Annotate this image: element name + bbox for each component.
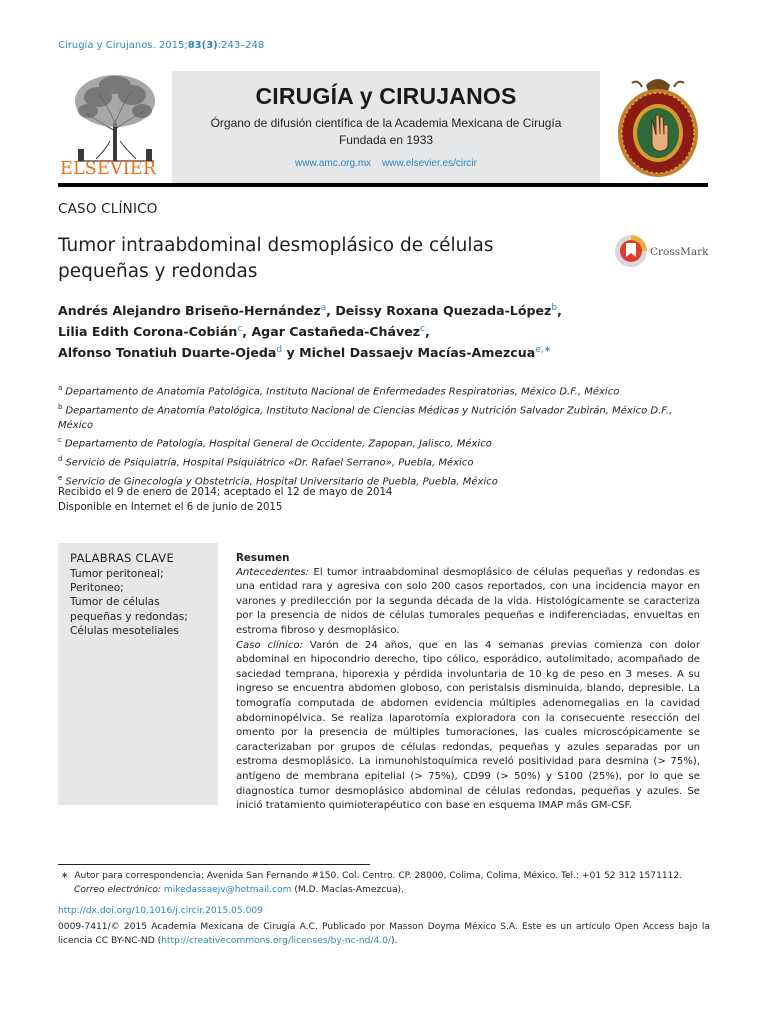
keyword-item: Tumor de células <box>70 596 160 609</box>
article-title: Tumor intraabdominal desmoplásico de células pequeñas y redondas <box>58 235 494 282</box>
affiliation-item: $^a$ Departamento de Anatomía Patológica, Instituto Nacional de Enfermedades Respiratorias, México D.F., México <box>58 384 620 398</box>
received-date: Recibido el 9 de enero de 2014; aceptado el 12 de mayo de 2014 <box>58 487 393 498</box>
doi-link[interactable]: http://dx.doi.org/10.1016/j.circir.2015.05.009 <box>58 906 263 916</box>
journal-subtitle: Órgano de difusión científica de la Academia Mexicana de Cirugía <box>210 116 562 130</box>
license-link[interactable]: http://creativecommons.org/licenses/by-nc-nd/4.0/ <box>161 936 392 947</box>
author-affil-mark[interactable]: c <box>420 324 426 335</box>
academy-seal-icon <box>608 71 708 183</box>
abstract <box>236 551 700 814</box>
footnote-rule <box>58 864 370 865</box>
keyword-item: pequeñas y redondas; <box>70 610 188 623</box>
author-name: Michel Dassaejv Macías-Amezcua <box>299 345 536 361</box>
affiliation-item: $^e$ Servicio de Ginecología y Obstetricia, Hospital Universitario de Puebla, Puebla, México <box>58 473 498 488</box>
journal-citation: Cirugía y Cirujanos. 2015;83(3):243–248 <box>58 40 265 51</box>
elsevier-wordmark: ELSEVIER <box>60 159 157 179</box>
academy-seal <box>608 71 708 183</box>
elsevier-tree-icon <box>58 71 172 163</box>
crossmark-label: CrossMark <box>650 246 709 258</box>
author-affil-mark[interactable]: b <box>551 303 558 313</box>
abstract-background: Antecedentes: El tumor intraabdominal desmoplásico de células pequeñas y redondas es una entidad rara y agresiva con solo 200 casos reportados, con una incidencia mayor en varones y predilección por la segunda década de la vida. Histológicamente se caracteriza por la presencia de nidos de células tumorales pequeñas e indiferenciadas, envueltas en estroma fibroso y desmoplásico. <box>236 566 700 636</box>
keyword-item: Tumor peritoneal; <box>70 568 164 580</box>
author-name: Deissy Roxana Quezada-López <box>335 303 552 319</box>
journal-url-amc[interactable]: www.amc.org.mx <box>295 158 372 169</box>
abstract-case: Caso clínico: Varón de 24 años, que en las 4 semanas previas comienza con dolor abdominal en hipocondrio derecho, tipo cólico, esporádico, autolimitado, acompañado de saciedad temprana, hiporexia y pérdida involuntaria de 10 kg de peso en 3 meses. A su ingreso se encuentra abdomen globoso, con peristalsis disminuida, blando, depresible. La tomografía computada de abdomen evidencia múltiples adenomegalias en la cavidad abdominopélvica. Se realiza laparotomía exploradora con la consecuente resección del omento por la presencia de múltiples tumoraciones, las cuales microscópicamente se caracterizaban por grupos de células redondas, pequeñas y azules separadas por un estroma desmoplásico. La inmunohistoquímica reveló positividad para desmina (> 75%), antígeno de membrana epitelial (> 75%), CD99 (> 50%) y S100 (25%), por lo que se diagnostica tumor desmoplásico abdominal de células redondas, pequeñas y azules. Se inició tratamiento quimioterapéutico con base en esquema IMAP más GM-CSF. <box>236 639 700 812</box>
correspondence-footnote: ∗ Autor para correspondencia: Avenida San Fernando #150. Col. Centro. CP. 28000, Colima, Colima, México. Tel.: +01 52 312 1571112. Correo electrónico: mikedassaejv@hotmail.com (M.D. Macías-Amezcua). <box>60 871 683 896</box>
affiliation-item: $^d$ Servicio de Psiquiatría, Hospital Psiquiátrico «Dr. Rafael Serrano», Puebla, México <box>58 454 474 469</box>
journal-banner <box>58 71 708 183</box>
affiliation-list <box>58 381 698 490</box>
journal-url-elsevier[interactable]: www.elsevier.es/circir <box>381 158 477 169</box>
journal-founded: Fundada en 1933 <box>338 133 434 147</box>
email-link[interactable]: mikedassaejv@hotmail.com <box>163 885 292 896</box>
author-name: Lilia Edith Corona-Cobián <box>58 324 238 340</box>
author-affil-mark[interactable]: c <box>237 324 243 335</box>
author-name: Andrés Alejandro Briseño-Hernández <box>58 303 321 319</box>
copyright-notice: 0009-7411/© 2015 Academia Mexicana de Cirugía A.C. Publicado por Masson Doyma México S.A. Este es un artículo Open Access bajo la licencia CC BY-NC-ND (http://creativecommons.org/licenses/by-nc-nd/4.0/). <box>58 922 710 947</box>
affiliation-item: $^b$ Departamento de Anatomía Patológica, Instituto Nacional de Ciencias Médicas y Nutrición Salvador Zubirán, México D.F., México <box>58 402 673 431</box>
keyword-item: Células mesoteliales <box>70 624 179 637</box>
author-affil-mark[interactable]: d <box>276 345 283 356</box>
header-rule <box>58 183 708 187</box>
journal-urls <box>172 158 600 169</box>
keyword-item: Peritoneo; <box>70 582 124 595</box>
abstract-heading: Resumen <box>236 552 290 564</box>
keywords-heading: PALABRAS CLAVE <box>70 551 175 565</box>
elsevier-logo <box>58 71 172 183</box>
crossmark-icon <box>614 234 648 268</box>
author-affil-mark[interactable]: a <box>320 303 327 313</box>
journal-title: CIRUGÍA y CIRUJANOS <box>255 83 517 109</box>
author-name: Alfonso Tonatiuh Duarte-Ojeda <box>58 345 277 361</box>
author-affil-mark[interactable]: e,∗ <box>535 345 552 356</box>
keywords-box <box>58 543 218 805</box>
crossmark-button[interactable] <box>614 234 709 270</box>
author-name: Agar Castañeda-Chávez <box>251 324 421 340</box>
author-list: Andrés Alejandro Briseño-Hernández$^a$, Deissy Roxana Quezada-López$^b$, Lilia Edith Corona-Cobián$^c$, Agar Castañeda-Chávez$^c$, Alfonso Tonatiuh Duarte-Ojeda$^d$ y Michel Dassaejv Macías-Amezcua$^{e,∗}$ <box>58 303 562 361</box>
article-dates <box>58 486 698 515</box>
journal-title-box <box>172 71 600 183</box>
article-section: CASO CLÍNICO <box>58 201 158 217</box>
available-date: Disponible en Internet el 6 de junio de 2015 <box>58 501 283 513</box>
affiliation-item: $^c$ Departamento de Patología, Hospital General de Occidente, Zapopan, Jalisco, México <box>58 436 492 450</box>
